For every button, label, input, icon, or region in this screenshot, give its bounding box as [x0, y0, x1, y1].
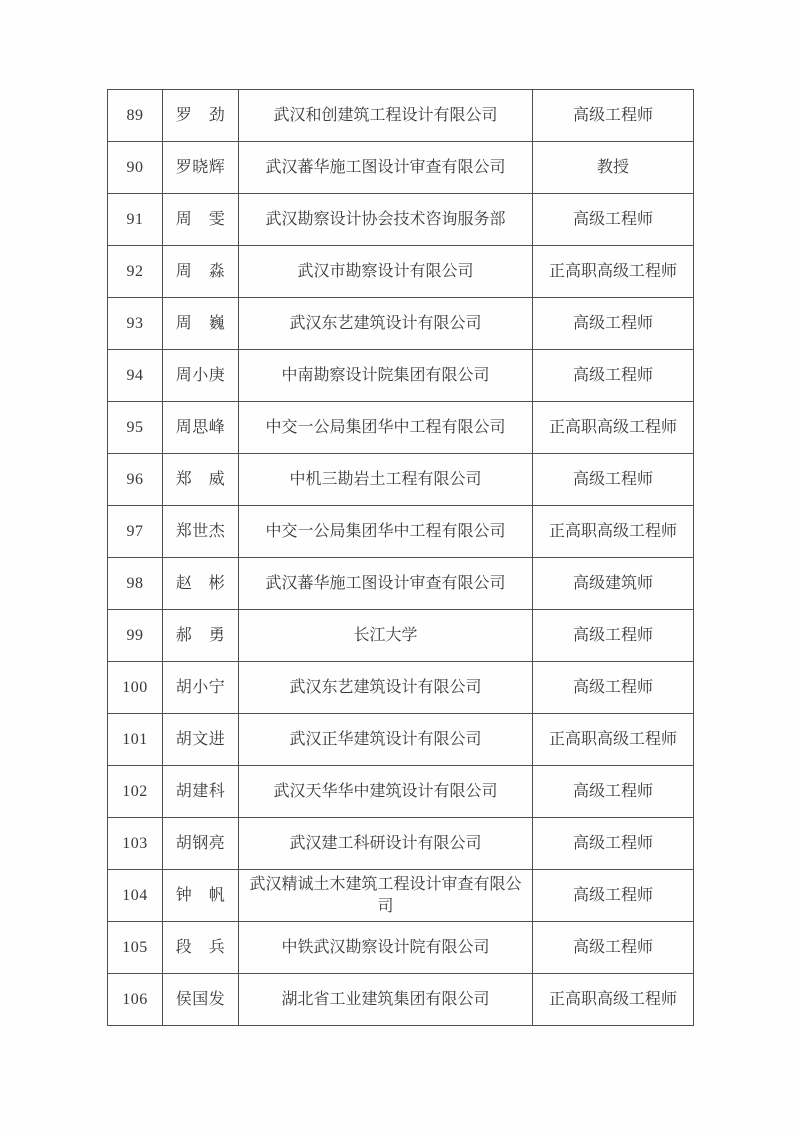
row-number: 91: [108, 194, 163, 246]
company-name: 中机三勘岩土工程有限公司: [239, 454, 533, 506]
company-name: 武汉精诚土木建筑工程设计审查有限公司: [239, 870, 533, 922]
table-row: [108, 922, 694, 974]
company-name: 武汉正华建筑设计有限公司: [239, 714, 533, 766]
row-number: 106: [108, 974, 163, 1026]
person-name: 周 淼: [163, 246, 239, 298]
row-number: 98: [108, 558, 163, 610]
job-title: 高级工程师: [533, 298, 694, 350]
job-title: 正高职高级工程师: [533, 246, 694, 298]
job-title: 正高职高级工程师: [533, 506, 694, 558]
table-row: [108, 766, 694, 818]
person-name: 周小庚: [163, 350, 239, 402]
person-name: 钟 帆: [163, 870, 239, 922]
row-number: 90: [108, 142, 163, 194]
person-name: 罗晓辉: [163, 142, 239, 194]
person-name: 周 巍: [163, 298, 239, 350]
job-title: 高级工程师: [533, 454, 694, 506]
job-title: 正高职高级工程师: [533, 402, 694, 454]
table-row: [108, 246, 694, 298]
person-name: 胡小宁: [163, 662, 239, 714]
job-title: 高级工程师: [533, 662, 694, 714]
job-title: 高级工程师: [533, 766, 694, 818]
row-number: 101: [108, 714, 163, 766]
company-name: 武汉和创建筑工程设计有限公司: [239, 90, 533, 142]
job-title: 高级工程师: [533, 818, 694, 870]
company-name: 中南勘察设计院集团有限公司: [239, 350, 533, 402]
row-number: 92: [108, 246, 163, 298]
roster-table: [107, 89, 694, 1026]
table-row: [108, 974, 694, 1026]
company-name: 武汉东艺建筑设计有限公司: [239, 298, 533, 350]
person-name: 赵 彬: [163, 558, 239, 610]
row-number: 97: [108, 506, 163, 558]
row-number: 95: [108, 402, 163, 454]
row-number: 94: [108, 350, 163, 402]
person-name: 罗 劲: [163, 90, 239, 142]
table-row: [108, 402, 694, 454]
table-row: [108, 558, 694, 610]
company-name: 中交一公局集团华中工程有限公司: [239, 506, 533, 558]
company-name: 长江大学: [239, 610, 533, 662]
table-row: [108, 142, 694, 194]
job-title: 高级工程师: [533, 194, 694, 246]
person-name: 胡建科: [163, 766, 239, 818]
table-row: [108, 90, 694, 142]
row-number: 93: [108, 298, 163, 350]
company-name: 湖北省工业建筑集团有限公司: [239, 974, 533, 1026]
company-name: 中交一公局集团华中工程有限公司: [239, 402, 533, 454]
job-title: 教授: [533, 142, 694, 194]
table-row: [108, 818, 694, 870]
company-name: 武汉蕃华施工图设计审查有限公司: [239, 142, 533, 194]
person-name: 周 雯: [163, 194, 239, 246]
row-number: 105: [108, 922, 163, 974]
table-row: [108, 662, 694, 714]
job-title: 高级工程师: [533, 610, 694, 662]
person-name: 郑 威: [163, 454, 239, 506]
job-title: 高级建筑师: [533, 558, 694, 610]
table-row: [108, 194, 694, 246]
row-number: 96: [108, 454, 163, 506]
company-name: 武汉勘察设计协会技术咨询服务部: [239, 194, 533, 246]
company-name: 武汉东艺建筑设计有限公司: [239, 662, 533, 714]
person-name: 侯国发: [163, 974, 239, 1026]
person-name: 段 兵: [163, 922, 239, 974]
roster-table-body: [108, 90, 694, 1026]
company-name: 武汉蕃华施工图设计审查有限公司: [239, 558, 533, 610]
row-number: 102: [108, 766, 163, 818]
table-row: [108, 298, 694, 350]
company-name: 中铁武汉勘察设计院有限公司: [239, 922, 533, 974]
row-number: 100: [108, 662, 163, 714]
job-title: 正高职高级工程师: [533, 974, 694, 1026]
job-title: 高级工程师: [533, 350, 694, 402]
row-number: 103: [108, 818, 163, 870]
table-row: [108, 870, 694, 922]
person-name: 郝 勇: [163, 610, 239, 662]
person-name: 胡文进: [163, 714, 239, 766]
person-name: 郑世杰: [163, 506, 239, 558]
row-number: 104: [108, 870, 163, 922]
table-row: [108, 454, 694, 506]
row-number: 89: [108, 90, 163, 142]
table-row: [108, 350, 694, 402]
job-title: 正高职高级工程师: [533, 714, 694, 766]
table-row: [108, 610, 694, 662]
person-name: 胡钢亮: [163, 818, 239, 870]
table-row: [108, 714, 694, 766]
row-number: 99: [108, 610, 163, 662]
company-name: 武汉天华华中建筑设计有限公司: [239, 766, 533, 818]
table-row: [108, 506, 694, 558]
company-name: 武汉建工科研设计有限公司: [239, 818, 533, 870]
person-name: 周思峰: [163, 402, 239, 454]
job-title: 高级工程师: [533, 90, 694, 142]
job-title: 高级工程师: [533, 922, 694, 974]
job-title: 高级工程师: [533, 870, 694, 922]
company-name: 武汉市勘察设计有限公司: [239, 246, 533, 298]
